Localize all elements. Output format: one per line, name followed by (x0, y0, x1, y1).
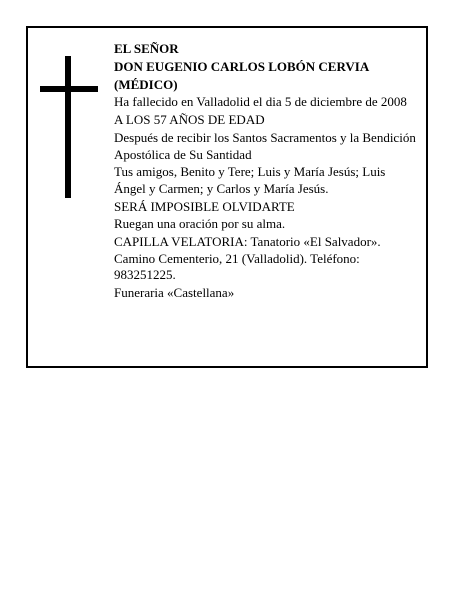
chapel-info: CAPILLA VELATORIA: Tanatorio «El Salvador». Camino Cementerio, 21 (Valladolid). Teléfono: 983251225. (114, 234, 381, 283)
obituary-notice (26, 26, 428, 368)
age: A LOS 57 AÑOS DE EDAD (114, 112, 265, 128)
death-info: Ha fallecido en Valladolid el dia 5 de diciembre de 2008 (114, 94, 407, 110)
heading-title: EL SEÑOR (114, 41, 179, 56)
deceased-name: DON EUGENIO CARLOS LOBÓN CERVIA (114, 58, 370, 74)
notice-text (114, 41, 420, 303)
mourners: Tus amigos, Benito y Tere; Luis y María Jesús; Luis Ángel y Carmen; y Carlos y María Jesús. (114, 164, 386, 196)
cross-horizontal-bar (40, 86, 98, 92)
prayer-request: Ruegan una oración por su alma. (114, 216, 286, 232)
remembrance: SERÁ IMPOSIBLE OLVIDARTE (114, 198, 295, 214)
profession: (MÉDICO) (114, 76, 178, 92)
cross-vertical-bar (65, 56, 71, 198)
sacraments: Después de recibir los Santos Sacramentos y la Bendición Apostólica de Su Santidad (114, 129, 416, 162)
cross-icon (40, 56, 98, 198)
funeral-home: Funeraria «Castellana» (114, 285, 235, 301)
